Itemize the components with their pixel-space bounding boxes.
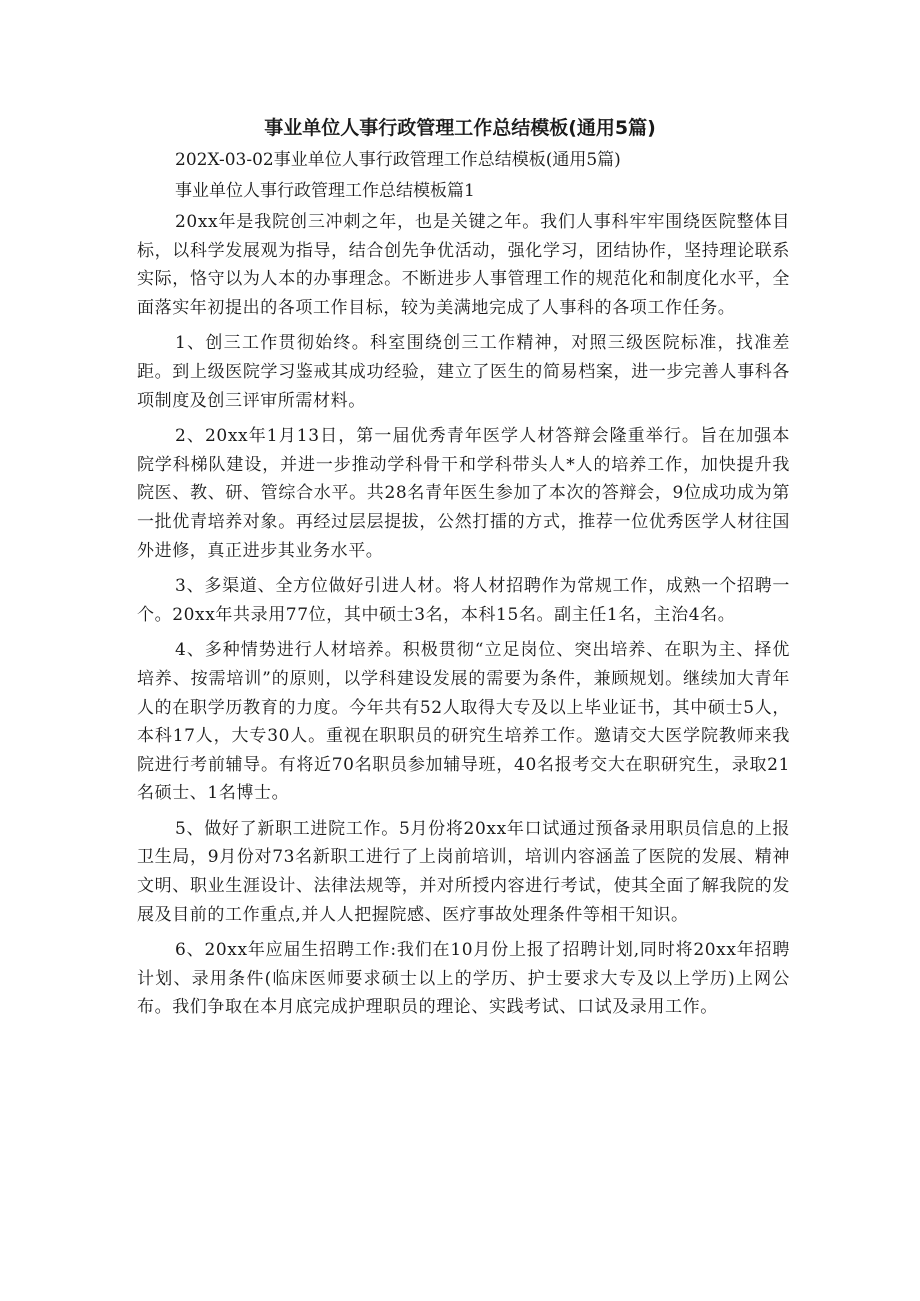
document-body	[137, 146, 790, 1029]
paragraph-item-4: 4、多种情势进行人材培养。积极贯彻“立足岗位、突出培养、在职为主、择优培养、按需培训”的原则，以学科建设发展的需要为条件，兼顾规划。继续加大青年人的在职学历教育的力度。今年共有52人取得大专及以上毕业证书，其中硕士5人，本科17人，大专30人。重视在职职员的研究生培养工作。邀请交大医学院教师来我院进行考前辅导。有将近70名职员参加辅导班，40名报考交大在职研究生，录取21名硕士、1名博士。	[137, 640, 790, 804]
paragraph-item-6: 6、20xx年应届生招聘工作:我们在10月份上报了招聘计划,同时将20xx年招聘计划、录用条件(临床医师要求硕士以上的学历、护士要求大专及以上学历)上网公布。我们争取在本月底完成护理职员的理论、实践考试、口试及录用工作。	[137, 940, 790, 1018]
paragraph-item-1: 1、创三工作贯彻始终。科室围绕创三工作精神，对照三级医院标准，找准差距。到上级医院学习鉴戒其成功经验，建立了医生的简易档案，进一步完善人事科各项制度及创三评审所需材料。	[137, 333, 790, 411]
paragraph-item-5: 5、做好了新职工进院工作。5月份将20xx年口试通过预备录用职员信息的上报卫生局，9月份对73名新职工进行了上岗前培训，培训内容涵盖了医院的发展、精神文明、职业生涯设计、法律法规等，并对所授内容进行考试，使其全面了解我院的发展及目前的工作重点,并人人把握院感、医疗事故处理条件等相干知识。	[137, 818, 790, 925]
paragraph-intro: 20xx年是我院创三冲刺之年，也是关键之年。我们人事科牢牢围绕医院整体目标，以科学发展观为指导，结合创先争优活动，强化学习，团结协作，坚持理论联系实际，恪守以为人本的办事理念。不断进步人事管理工作的规范化和制度化水平，全面落实年初提出的各项工作目标，较为美满地完成了人事科的各项工作任务。	[137, 212, 790, 318]
date-line: 202X-03-02事业单位人事行政管理工作总结模板(通用5篇)	[175, 150, 621, 170]
paragraph-item-3: 3、多渠道、全方位做好引进人材。将人材招聘作为常规工作，成熟一个招聘一个。20xx年共录用77位，其中硕士3名，本科15名。副主任1名，主治4名。	[137, 576, 790, 625]
paragraph-item-2: 2、20xx年1月13日，第一届优秀青年医学人材答辩会隆重举行。旨在加强本院学科梯队建设，并进一步推动学科骨干和学科带头人*人的培养工作，加快提升我院医、教、研、管综合水平。共28名青年医生参加了本次的答辩会，9位成功成为第一批优青培养对象。再经过层层提拔，公然打擂的方式，推荐一位优秀医学人材往国外进修，真正进步其业务水平。	[137, 426, 790, 561]
document-title: 事业单位人事行政管理工作总结模板(通用5篇)	[264, 117, 656, 139]
section-subtitle: 事业单位人事行政管理工作总结模板篇1	[175, 181, 475, 201]
